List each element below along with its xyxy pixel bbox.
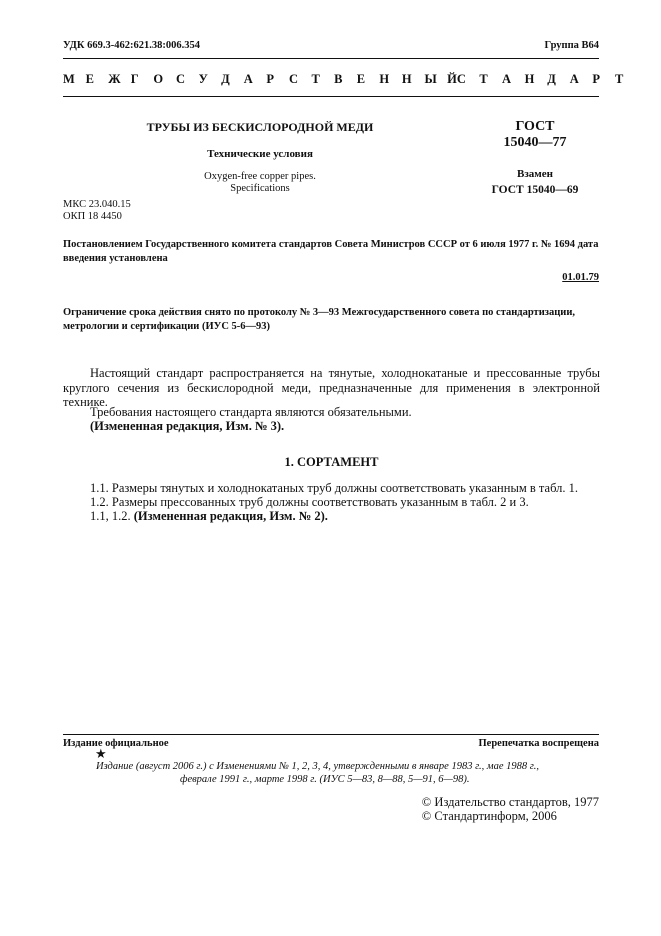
clause-amendment-prefix: 1.1, 1.2. (90, 509, 131, 523)
banner-letter: С (456, 72, 466, 86)
okp-code: ОКП 18 4450 (63, 211, 122, 222)
amendment-note: (Измененная редакция, Изм. № 3). (90, 419, 285, 433)
banner-letter: Е (85, 72, 94, 86)
clause-1-2: 1.2. Размеры прессованных труб должны соответствовать указанным в табл. 2 и 3. (90, 495, 529, 509)
replaces-number: ГОСТ 15040—69 (491, 184, 579, 196)
english-subtitle: Specifications (230, 183, 290, 194)
banner-letter: А (502, 72, 512, 86)
gost-designation (470, 119, 600, 151)
document-subtitle: Технические условия (207, 148, 313, 160)
banner-word-standard (457, 72, 624, 87)
banner-letter: Ы (424, 72, 437, 86)
classification-codes (63, 199, 131, 223)
section-heading: 1. СОРТАМЕНТ (284, 455, 379, 469)
banner-letter: Г (130, 72, 139, 86)
scope-paragraph: Настоящий стандарт распространяется на тянутые, холоднокатаные и прессованные трубы круглого сечения из бескислородной меди, предназначенные для применения в электронной технике. (63, 366, 600, 409)
banner-letter: Р (266, 72, 274, 86)
star-icon: ★ (95, 746, 107, 761)
clause-1-1: 1.1. Размеры тянутых и холоднокатаных труб должны соответствовать указанным в табл. 1. (90, 481, 578, 495)
banner-rule (63, 96, 599, 97)
top-rule (63, 58, 599, 59)
banner-letter: Н (379, 72, 390, 86)
banner-letter: Е (356, 72, 366, 86)
banner-letter: Р (592, 72, 601, 86)
gost-label: ГОСТ (515, 119, 555, 134)
interstate-standard-banner (63, 72, 624, 87)
banner-letter: Т (311, 72, 320, 86)
banner-letter: О (153, 72, 164, 86)
banner-letter: Д (221, 72, 230, 86)
gost-number: 15040—77 (503, 135, 567, 150)
banner-letter: Т (614, 72, 624, 86)
edition-history-line2: феврале 1991 г., марте 1998 г. (ИУС 5—83, 8—88, 5—91, 6—98). (180, 774, 470, 785)
banner-letter: М (63, 72, 75, 86)
banner-letter: Ж (108, 72, 121, 86)
banner-letter: С (175, 72, 185, 86)
banner-letter: Й (447, 72, 457, 86)
reprint-prohibited-label: Перепечатка воспрещена (478, 738, 599, 749)
clause-amendment (90, 509, 600, 524)
banner-letter: В (334, 72, 343, 86)
banner-letter: А (243, 72, 253, 86)
banner-letter: Н (524, 72, 535, 86)
banner-letter: Т (479, 72, 488, 86)
english-title: Oxygen-free copper pipes. (204, 171, 316, 182)
banner-letter: А (569, 72, 579, 86)
banner-letter: У (198, 72, 208, 86)
copyright-1977: © Издательство стандартов, 1977 (421, 795, 599, 809)
replaces-label: Взамен (517, 168, 553, 180)
effective-date: 01.01.79 (562, 272, 599, 283)
footer-rule (63, 734, 599, 735)
official-edition-label: Издание официальное (63, 738, 169, 749)
banner-letter: С (288, 72, 298, 86)
banner-letter: Н (401, 72, 412, 86)
banner-letter: Д (547, 72, 556, 86)
edition-history-line1: Издание (август 2006 г.) с Изменениями № 1, 2, 3, 4, утвержденными в январе 1983 г., мае 1988 г., (96, 761, 539, 772)
mandatory-paragraph: Требования настоящего стандарта являются обязательными. (90, 405, 412, 419)
resolution-text: Постановлением Государственного комитета стандартов Совета Министров СССР от 6 июля 1977 г. № 1694 дата введения установлена (63, 239, 599, 264)
limitation-text: Ограничение срока действия снято по протоколу № 3—93 Межгосударственного совета по стандартизации, метрологии и сертификации (ИУС 5-6—93) (63, 307, 576, 332)
document-title: ТРУБЫ ИЗ БЕСКИСЛОРОДНОЙ МЕДИ (146, 120, 374, 134)
udk-code: УДК 669.3-462:621.38:006.354 (63, 40, 200, 51)
clause-amendment-note: (Измененная редакция, Изм. № 2). (133, 509, 328, 523)
banner-word-interstate (63, 72, 457, 87)
copyright-2006: © Стандартинформ, 2006 (421, 808, 557, 823)
edition-history (96, 760, 576, 786)
group-code: Группа В64 (544, 40, 599, 51)
mks-code: МКС 23.040.15 (63, 199, 131, 210)
copyright-block (422, 796, 599, 823)
